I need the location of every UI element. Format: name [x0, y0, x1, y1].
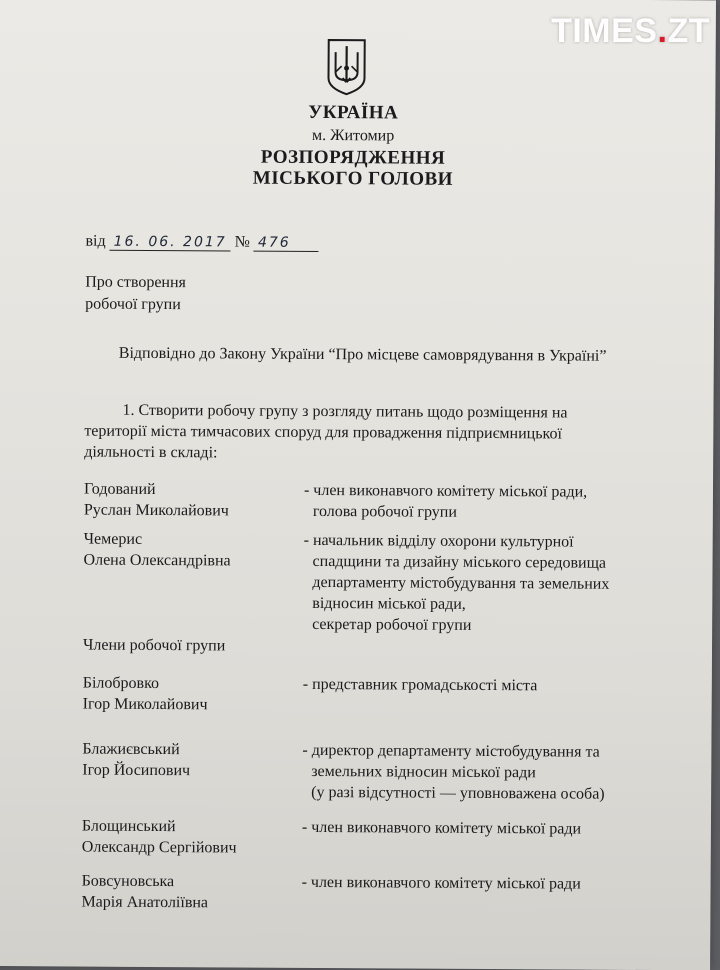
member-given-names: Ігор Йосипович	[82, 761, 191, 780]
preamble: Відповідно до Закону України “Про місцеве самоврядування в Україні”	[118, 344, 607, 365]
role-line: секретар робочої групи	[312, 615, 472, 634]
role-line: - член виконавчого комітету міської ради	[301, 873, 581, 893]
site-watermark	[551, 12, 710, 51]
role-line: спадщини та дизайну міського середовища	[312, 552, 607, 572]
subject-line: Про створення	[85, 273, 186, 292]
paragraph-line: діяльності в складі:	[84, 443, 218, 462]
member-name	[83, 673, 208, 716]
document-date: 16. 06. 2017	[110, 234, 231, 252]
role-line: - член виконавчого комітету міської ради,	[303, 481, 588, 501]
member-given-names: Олена Олександрівна	[83, 551, 231, 570]
member-given-names: Марія Анатоліївна	[81, 893, 209, 912]
member-role	[302, 872, 642, 895]
member-role	[303, 530, 644, 637]
member-given-names: Руслан Миколайович	[83, 501, 229, 520]
member-surname: Блажиєвський	[82, 740, 180, 759]
subject-line: робочої групи	[85, 295, 181, 314]
paragraph-line: 1. Створити робочу групу з розгляду питань щодо розміщення на	[122, 401, 568, 422]
document-number: 476	[254, 235, 319, 252]
members-section-label: Члени робочої групи	[82, 636, 226, 655]
member-surname: Чемерис	[83, 530, 143, 548]
role-line: відносин міської ради,	[312, 594, 466, 613]
watermark-suffix: ZT	[667, 12, 710, 50]
member-surname: Білобровко	[82, 674, 160, 693]
role-line: (у разі відсутності — уповноважена особа)	[311, 783, 605, 803]
member-given-names: Ігор Миколайович	[82, 695, 208, 714]
role-line: голова робочої групи	[312, 502, 457, 521]
member-role	[302, 740, 642, 805]
paragraph-1	[84, 400, 648, 466]
paragraph-line: території міста тимчасових споруд для провадження підприємницької	[84, 422, 563, 443]
role-line: земельних відносин міської ради	[311, 762, 536, 782]
role-line: - представник громадськості міста	[302, 675, 538, 695]
role-line: департаменту містобудування та земельних	[312, 573, 610, 593]
document-subject	[85, 272, 186, 317]
watermark-name: TIMES	[551, 12, 658, 50]
member-name	[81, 871, 208, 914]
member-surname: Блощинський	[81, 817, 176, 836]
document-type: РОЗПОРЯДЖЕННЯ	[260, 146, 446, 169]
trident-icon	[325, 38, 367, 96]
member-name	[82, 739, 190, 782]
number-label: №	[234, 233, 251, 251]
dateline	[85, 233, 318, 252]
member-surname: Годований	[83, 480, 156, 498]
watermark-dot: .	[657, 12, 668, 50]
country-title: УКРАЇНА	[308, 101, 399, 124]
member-role	[303, 674, 643, 697]
member-role	[304, 480, 644, 524]
role-line: - член виконавчого комітету міської ради	[301, 818, 582, 838]
role-line: - директор департаменту містобудування та	[302, 741, 600, 761]
member-name	[84, 479, 229, 522]
member-given-names: Олександр Сергійович	[81, 838, 237, 857]
member-role	[302, 817, 642, 840]
role-line: - начальник відділу охорони культурної	[303, 531, 574, 551]
member-name	[83, 529, 230, 572]
member-surname: Бовсуновська	[81, 872, 175, 891]
city-name: м. Житомир	[312, 126, 395, 145]
member-name	[82, 816, 237, 859]
from-label: від	[85, 232, 106, 250]
document-author: МІСЬКОГО ГОЛОВИ	[252, 167, 454, 190]
